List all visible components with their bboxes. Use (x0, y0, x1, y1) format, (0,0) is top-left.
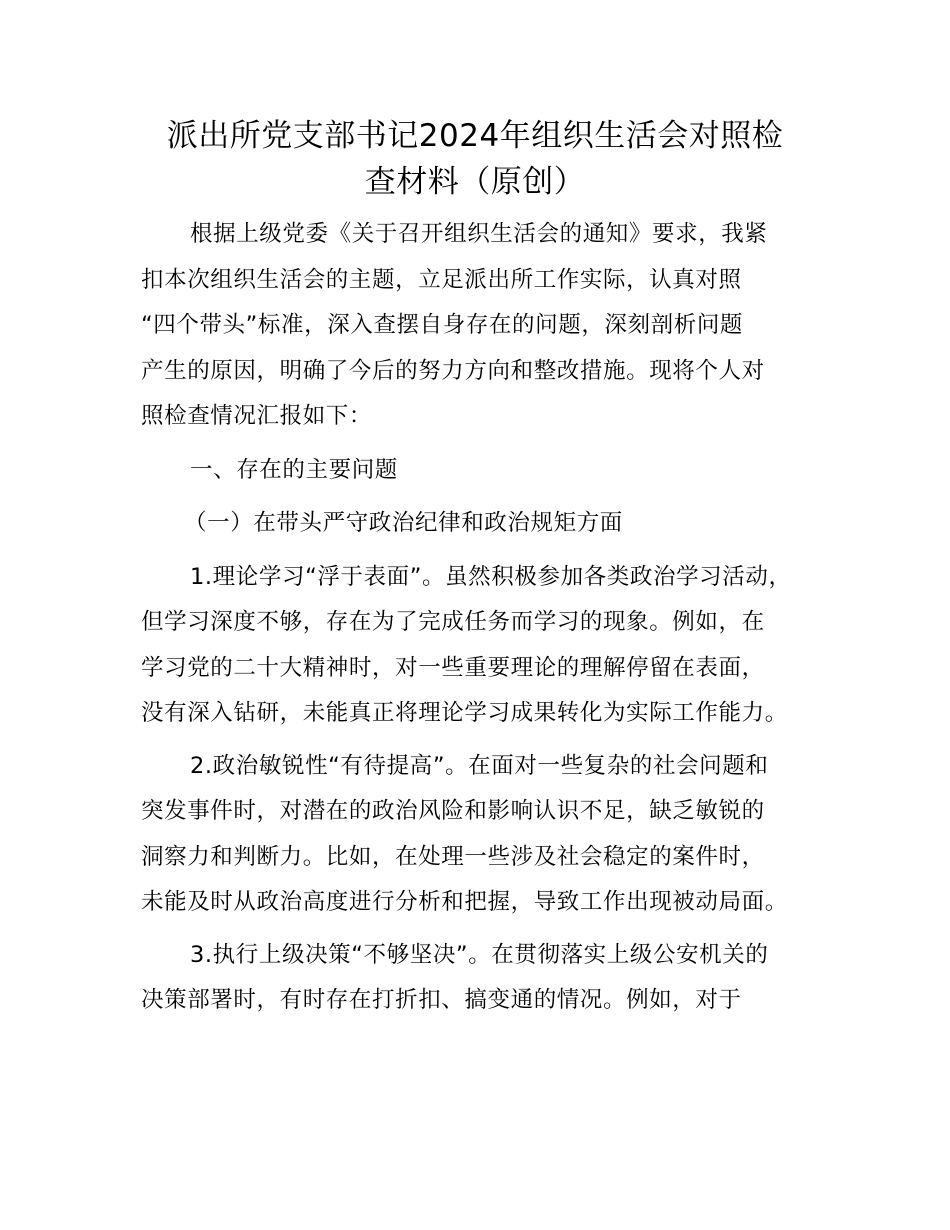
text-line: 3.执行上级决策“不够坚决”。在贯彻落实上级公安机关的 (190, 941, 769, 968)
text-line: 决策部署时，有时存在打折扣、搞变通的情况。例如，对于 (141, 987, 742, 1013)
text-line: 扣本次组织生活会的主题，立足派出所工作实际，认真对照 (141, 266, 742, 293)
body-paragraph (141, 555, 841, 737)
text-line: 根据上级党委《关于召开组织生活会的通知》要求，我紧 (190, 221, 768, 247)
text-line: 洞察力和判断力。比如，在处理一些涉及社会稳定的案件时， (141, 843, 765, 870)
text-line: 学习党的二十大精神时，对一些重要理论的理解停留在表面， (141, 654, 765, 681)
text-line: 一、存在的主要问题 (190, 456, 398, 483)
text-line: 照检查情况汇报如下： (141, 403, 373, 429)
subsection-heading (141, 501, 841, 547)
section-heading (141, 448, 841, 494)
text-line: 2.政治敏锐性“有待提高”。在面对一些复杂的社会问题和 (190, 752, 769, 779)
text-line: 未能及时从政治高度进行分析和把握，导致工作出现被动局面。 (141, 889, 788, 915)
body-paragraph (141, 744, 841, 926)
intro-paragraph (141, 212, 841, 440)
text-line: （一）在带头严守政治纪律和政治规矩方面 (184, 510, 623, 536)
title-line: 派出所党支部书记2024年组织生活会对照检 (166, 118, 784, 154)
text-line: “四个带头”标准，深入查摆自身存在的问题，深刻剖析问题 (141, 312, 744, 338)
title-line: 查材料（原创） (364, 164, 586, 200)
text-line: 1.理论学习“浮于表面”。虽然积极参加各类政治学习活动， (190, 563, 792, 590)
text-line: 突发事件时，对潜在的政治风险和影响认识不足，缺乏敏锐的 (141, 798, 765, 824)
text-line: 没有深入钻研，未能真正将理论学习成果转化为实际工作能力。 (141, 700, 788, 726)
document-title (120, 113, 830, 205)
text-line: 但学习深度不够，存在为了完成任务而学习的现象。例如，在 (141, 609, 765, 635)
document-body (141, 212, 841, 1024)
text-line: 产生的原因，明确了今后的努力方向和整改措施。现将个人对 (141, 357, 765, 384)
body-paragraph (141, 933, 841, 1024)
